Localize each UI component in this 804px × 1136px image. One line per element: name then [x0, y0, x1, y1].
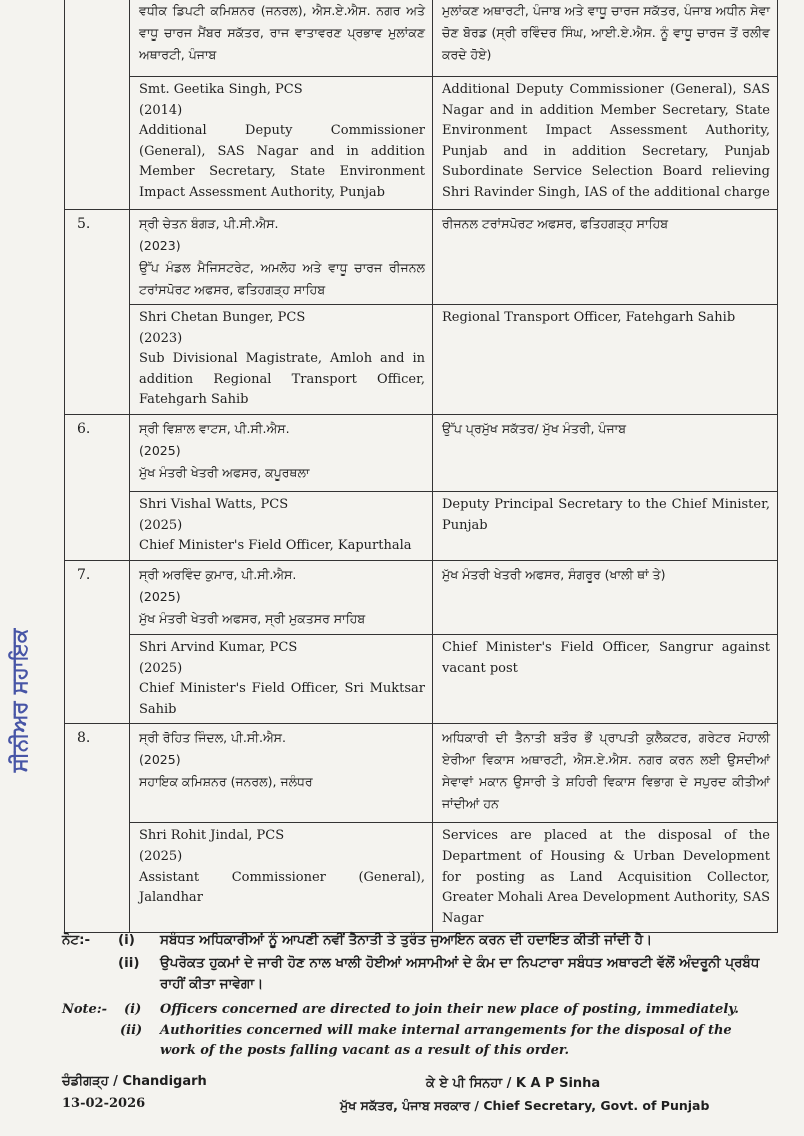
punjabi-officer-name: ਸ੍ਰੀ ਚੇਤਨ ਬੰਗੜ, ਪੀ.ਸੀ.ਐਸ.: [139, 216, 279, 231]
punjabi-note-ii: ਉਪਰੋਕਤ ਹੁਕਮਾਂ ਦੇ ਜਾਰੀ ਹੋਣ ਨਾਲ ਖਾਲੀ ਹੋਈਆਂ ਅਸਾਮੀਆਂ ਦੇ ਕੰਮ ਦਾ ਨਿਪਟਾਰਾ ਸਬੰਧਤ ਅਥਾਰਟੀ ਵੱਲੋਂ ਅੰਦਰੂਨੀ ਪ੍ਰਬੰਧ ਰਾਹੀਂ ਕੀਤਾ ਜਾਵੇਗਾ।: [160, 955, 760, 992]
punjabi-officer-name: ਸ੍ਰੀ ਰੋਹਿਤ ਜਿੰਦਲ, ਪੀ.ਸੀ.ਐਸ.: [139, 730, 286, 746]
punjabi-batch-year: (2025): [139, 442, 181, 458]
officer-batch-year: (2025): [139, 848, 183, 864]
punjabi-from-post: ਉੱਪ ਮੰਡਲ ਮੈਜਿਸਟਰੇਟ, ਅਮਲੋਹ ਅਤੇ ਵਾਧੂ ਚਾਰਜ ਰੀਜਨਲ ਟਰਾਂਸਪੋਰਟ ਅਫਸਰ, ਫਤਿਹਗੜ੍ਹ ਸਾਹਿਬ: [139, 260, 425, 297]
table-row: [65, 724, 778, 823]
punjabi-to-post: ਅਧਿਕਾਰੀ ਦੀ ਤੈਨਾਤੀ ਬਤੌਰ ਭੌਂ ਪ੍ਰਾਪਤੀ ਕੁਲੈਕਟਰ, ਗਰੇਟਰ ਮੋਹਾਲੀ ਏਰੀਆ ਵਿਕਾਸ ਅਥਾਰਟੀ, ਐਸ.ਏ.ਐਸ. ਨਗਰ ਕਰਨ ਲਈ ਉਸਦੀਆਂ ਸੇਵਾਵਾਂ ਮਕਾਨ ਉਸਾਰੀ ਤੇ ਸ਼ਹਿਰੀ ਵਿਕਾਸ ਵਿਭਾਗ ਦੇ ਸਪੁਰਦ ਕੀਤੀਆਂ ਜਾਂਦੀਆਂ ਹਨ: [442, 730, 770, 812]
official-stamp: [6, 618, 46, 778]
english-to-post: Services are placed at the disposal of the Department of Housing & Urban Development for posting as Land Acquisition Collector, Greater Mohali Area Development Authority, SAS Nagar: [442, 828, 770, 926]
punjabi-to-post: ਉੱਪ ਪ੍ਰਮੁੱਖ ਸਕੱਤਰ/ ਮੁੱਖ ਮੰਤਰੀ, ਪੰਜਾਬ: [442, 420, 627, 436]
english-from-cell: [130, 77, 433, 210]
english-to-cell: [433, 305, 778, 415]
officer-name: Shri Vishal Watts, PCS: [139, 496, 289, 512]
punjabi-from-post: ਵਧੀਕ ਡਿਪਟੀ ਕਮਿਸ਼ਨਰ (ਜਨਰਲ), ਐਸ.ਏ.ਐਸ. ਨਗਰ ਅਤੇ ਵਾਧੂ ਚਾਰਜ ਮੈਂਬਰ ਸਕੱਤਰ, ਰਾਜ ਵਾਤਾਵਰਣ ਪ੍ਰਭਾਵ ਮੁਲਾਂਕਣ ਅਥਾਰਟੀ, ਪੰਜਾਬ: [139, 3, 425, 62]
punjabi-from-post: ਮੁੱਖ ਮੰਤਰੀ ਖੇਤਰੀ ਅਫਸਰ, ਕਪੂਰਥਲਾ: [139, 464, 310, 480]
punjabi-to-cell: [433, 210, 778, 305]
punjabi-from-cell: [130, 414, 433, 491]
english-from-post: Assistant Commissioner (General), Jalandhar: [139, 869, 425, 906]
english-note-label: Note:-: [62, 1002, 108, 1017]
punjabi-note-ii-number: (ii): [118, 955, 140, 971]
officer-name: Smt. Geetika Singh, PCS: [139, 82, 303, 97]
officer-name: Shri Rohit Jindal, PCS: [139, 828, 285, 844]
transfer-orders-table: [64, 0, 778, 933]
punjabi-note-i: ਸਬੰਧਤ ਅਧਿਕਾਰੀਆਂ ਨੂੰ ਆਪਣੀ ਨਵੀਂ ਤੈਨਾਤੀ ਤੇ ਤੁਰੰਤ ਜੁਆਇਨ ਕਰਨ ਦੀ ਹਦਾਇਤ ਕੀਤੀ ਜਾਂਦੀ ਹੈ।: [160, 932, 653, 948]
punjabi-note-label: ਨੋਟ:-: [62, 932, 91, 948]
serial-number: 7.: [65, 560, 130, 723]
table-row: [65, 491, 778, 560]
english-from-cell: [130, 823, 433, 933]
officer-name: Shri Arvind Kumar, PCS: [139, 639, 298, 655]
english-from-cell: [130, 634, 433, 723]
officer-batch-year: (2025): [139, 660, 183, 676]
serial-number: 5.: [65, 210, 130, 415]
punjabi-from-post: ਮੁੱਖ ਮੰਤਰੀ ਖੇਤਰੀ ਅਫਸਰ, ਸ੍ਰੀ ਮੁਕਤਸਰ ਸਾਹਿਬ: [139, 610, 366, 626]
place: ਚੰਡੀਗੜ੍ਹ / Chandigarh: [62, 1074, 207, 1089]
table-row: [65, 560, 778, 634]
english-from-cell: [130, 305, 433, 415]
table-row: [65, 210, 778, 305]
english-note-i: Officers concerned are directed to join their new place of posting, immediately.: [160, 1002, 739, 1017]
punjabi-officer-name: ਸ੍ਰੀ ਵਿਸ਼ਾਲ ਵਾਟਸ, ਪੀ.ਸੀ.ਐਸ.: [139, 420, 290, 436]
table-row: [65, 634, 778, 723]
english-from-post: Chief Minister's Field Officer, Sri Muktsar Sahib: [139, 681, 425, 717]
punjabi-from-cell: [130, 560, 433, 634]
order-date: 13-02-2026: [62, 1096, 146, 1111]
punjabi-to-post: ਮੁਲਾਂਕਣ ਅਥਾਰਟੀ, ਪੰਜਾਬ ਅਤੇ ਵਾਧੂ ਚਾਰਜ ਸਕੱਤਰ, ਪੰਜਾਬ ਅਧੀਨ ਸੇਵਾ ਚੋਣ ਬੋਰਡ (ਸ੍ਰੀ ਰਵਿੰਦਰ ਸਿੰਘ, ਆਈ.ਏ.ਐਸ. ਨੂੰ ਵਾਧੂ ਚਾਰਜ ਤੋਂ ਰਲੀਵ ਕਰਦੇ ਹੋਏ): [442, 3, 770, 62]
punjabi-from-post: ਸਹਾਇਕ ਕਮਿਸ਼ਨਰ (ਜਨਰਲ), ਜਲੰਧਰ: [139, 774, 313, 790]
punjabi-to-cell: [433, 560, 778, 634]
punjabi-to-cell: [433, 724, 778, 823]
punjabi-from-cell: [130, 0, 433, 77]
officer-batch-year: (2023): [139, 330, 183, 346]
english-to-post: Regional Transport Officer, Fatehgarh Sahib: [442, 310, 736, 325]
stamp-text: ਸੀਨੀਅਰ ਸਹਾਇਕ: [7, 628, 32, 773]
english-to-cell: [433, 823, 778, 933]
serial-number: [65, 0, 130, 210]
punjabi-to-cell: [433, 414, 778, 491]
punjabi-note-i-number: (i): [118, 932, 135, 948]
english-to-cell: [433, 77, 778, 210]
punjabi-from-cell: [130, 724, 433, 823]
english-from-cell: [130, 491, 433, 560]
english-to-post: Additional Deputy Commissioner (General), SAS Nagar and in addition Member Secretary, State Environment Impact Assessment Authority, Punjab and in addition Secretary, Punjab Subordinate Service Selection Board relieving Shri Ravinder Singh, IAS of the additional charge: [442, 82, 770, 200]
officer-batch-year: (2025): [139, 517, 183, 533]
punjabi-batch-year: (2023): [139, 238, 181, 253]
english-from-post: Chief Minister's Field Officer, Kapurthala: [139, 538, 412, 554]
punjabi-officer-name: ਸ੍ਰੀ ਅਰਵਿੰਦ ਕੁਮਾਰ, ਪੀ.ਸੀ.ਐਸ.: [139, 566, 297, 582]
english-note-ii-number: (ii): [120, 1023, 143, 1038]
punjabi-to-post: ਮੁੱਖ ਮੰਤਰੀ ਖੇਤਰੀ ਅਫਸਰ, ਸੰਗਰੂਰ (ਖਾਲੀ ਥਾਂ ਤੇ): [442, 566, 666, 582]
table-row: [65, 77, 778, 210]
english-to-cell: [433, 634, 778, 723]
table-row: [65, 414, 778, 491]
english-from-post: Sub Divisional Magistrate, Amloh and in addition Regional Transport Officer, Fatehgarh Sahib: [139, 351, 425, 408]
punjabi-to-post: ਰੀਜਨਲ ਟਰਾਂਸਪੋਰਟ ਅਫਸਰ, ਫਤਿਹਗੜ੍ਹ ਸਾਹਿਬ: [442, 216, 669, 231]
english-note-ii: Authorities concerned will make internal arrangements for the disposal of the work of the posts falling vacant as a result of this order.: [160, 1023, 732, 1058]
signatory-designation: ਮੁੱਖ ਸਕੱਤਰ, ਪੰਜਾਬ ਸਰਕਾਰ / Chief Secretary, Govt. of Punjab: [340, 1098, 710, 1113]
english-to-post: Chief Minister's Field Officer, Sangrur against vacant post: [442, 639, 770, 676]
punjabi-from-cell: [130, 210, 433, 305]
officer-batch-year: (2014): [139, 102, 183, 118]
serial-number: 6.: [65, 414, 130, 560]
table-row: [65, 305, 778, 415]
signatory-name: ਕੇ ਏ ਪੀ ਸਿਨਹਾ / K A P Sinha: [426, 1076, 601, 1091]
punjabi-batch-year: (2025): [139, 752, 181, 768]
officer-name: Shri Chetan Bunger, PCS: [139, 310, 306, 325]
punjabi-to-cell: [433, 0, 778, 77]
english-from-post: Additional Deputy Commissioner (General), SAS Nagar and in addition Member Secretary, State Environment Impact Assessment Authority, Punjab: [139, 123, 425, 200]
english-note-i-number: (i): [124, 1002, 142, 1017]
punjabi-batch-year: (2025): [139, 588, 181, 604]
table-row: [65, 823, 778, 933]
table-row: [65, 0, 778, 77]
english-to-post: Deputy Principal Secretary to the Chief Minister, Punjab: [442, 496, 770, 533]
english-to-cell: [433, 491, 778, 560]
serial-number: 8.: [65, 724, 130, 933]
